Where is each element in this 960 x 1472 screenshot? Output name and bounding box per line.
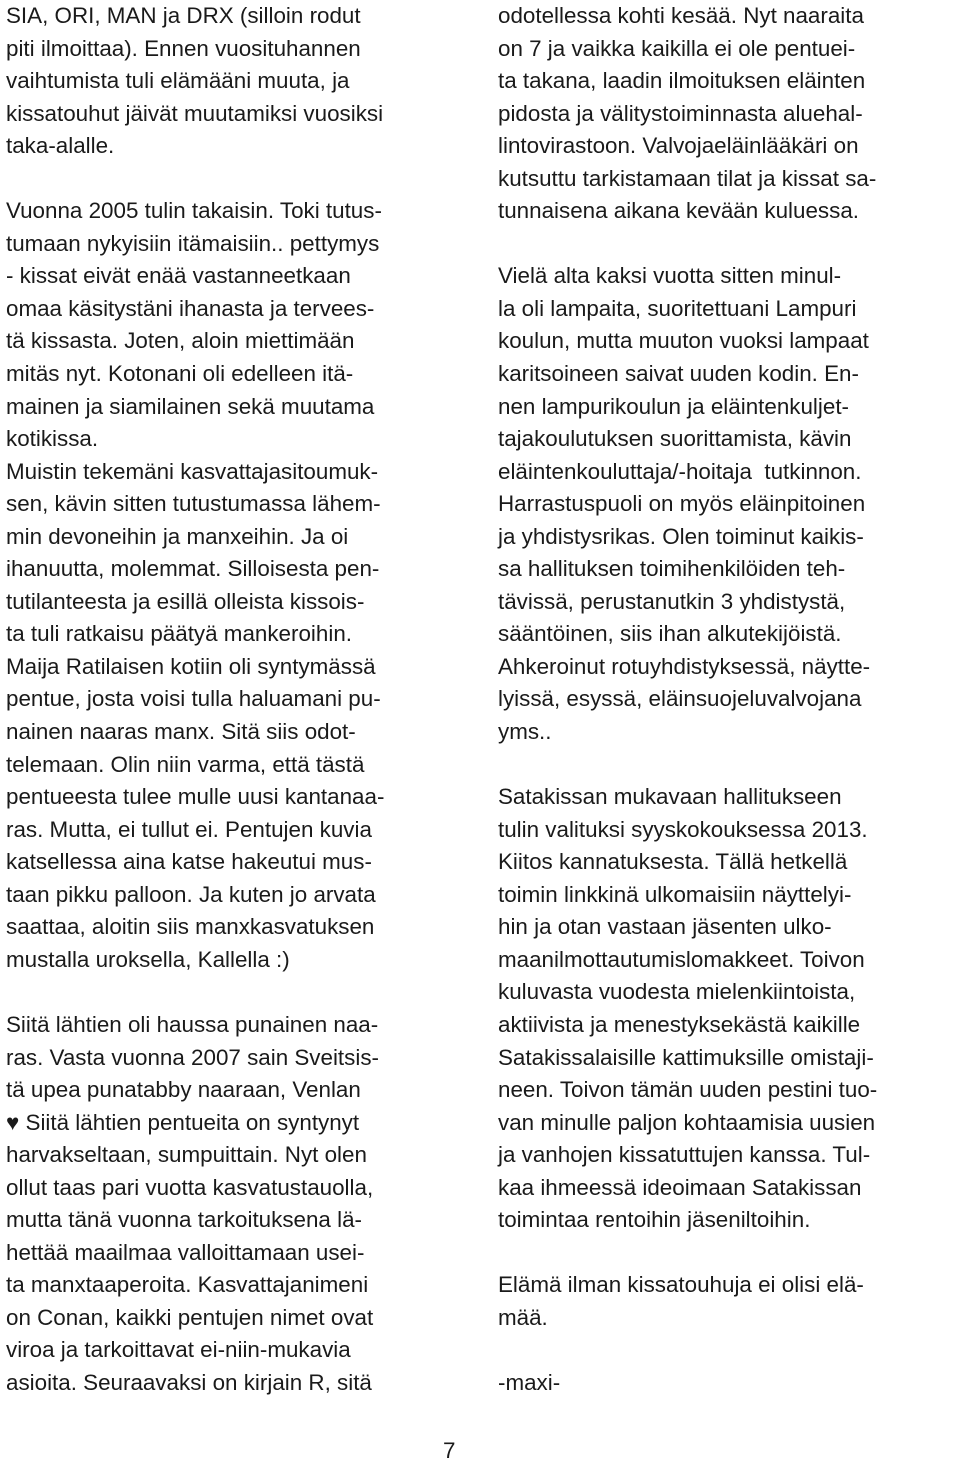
text-line: tutilanteesta ja esillä olleista kissois- [6,588,365,614]
text-line: ta manxtaaperoita. Kasvattajanimeni [6,1272,369,1298]
text-line: koulun, mutta muuton vuoksi lampaat [498,328,869,354]
text-line: nainen naaras manx. Sitä siis odot- [6,719,356,745]
text-line: harvakseltaan, sumpuittain. Nyt olen [6,1142,367,1168]
paragraph-gap [498,1334,958,1367]
text-line: piti ilmoittaa). Ennen vuosituhannen [6,35,361,61]
text-line: ta takana, laadin ilmoituksen eläinten [498,68,866,94]
text-line: kutsuttu tarkistamaan tilat ja kissat sa- [498,165,877,191]
text-line: Satakissalaisille kattimuksille omistaji- [498,1044,874,1070]
paragraph-gap [6,163,466,196]
text-line: ras. Vasta vuonna 2007 sain Sveitsis- [6,1044,379,1070]
paragraph-gap [6,976,466,1009]
text-line: mustalla uroksella, Kallella :) [6,946,290,972]
text-line: kissatouhut jäivät muutamiksi vuosiksi [6,100,384,126]
text-line: mää. [498,1304,548,1330]
text-line: pentueesta tulee mulle uusi kantanaa- [6,784,385,810]
text-line: min devoneihin ja manxeihin. Ja oi [6,523,349,549]
text-line: kotikissa. [6,426,99,452]
text-line: saattaa, aloitin siis manxkasvatuksen [6,914,375,940]
text-line: hettää maailmaa valloittamaan usei- [6,1239,365,1265]
page-number: 7 [443,1438,456,1463]
text-line: kuluvasta vuodesta mielenkiintoista, [498,979,856,1005]
text-line: pentue, josta voisi tulla haluamani pu- [6,686,381,712]
text-line: toimintaa rentoihin jäseniltoihin. [498,1207,811,1233]
text-line: ♥ Siitä lähtien pentueita on syntynyt [6,1109,360,1135]
text-line: pidosta ja välitystoiminnasta aluehal- [498,100,863,126]
text-line: Maija Ratilaisen kotiin oli syntymässä [6,653,376,679]
text-line: maanilmottautumislomakkeet. Toivon [498,946,865,972]
text-line: lyissä, esyssä, eläinsuojeluvalvojana [498,686,862,712]
text-line: hin ja otan vastaan jäsenten ulko- [498,914,832,940]
text-line: sen, kävin sitten tutustumassa lähem- [6,491,381,517]
text-line: - kissat eivät enää vastanneetkaan [6,263,351,289]
text-line: Elämä ilman kissatouhuja ei olisi elä- [498,1272,864,1298]
text-line: tä kissasta. Joten, aloin miettimään [6,328,355,354]
text-line: viroa ja tarkoittavat ei-niin-mukavia [6,1337,351,1363]
text-line: omaa käsitystäni ihanasta ja tervees- [6,295,375,321]
text-line: on 7 ja vaikka kaikilla ei ole pentuei- [498,35,856,61]
text-line: yms.. [498,719,552,745]
text-line: toimin linkkinä ulkomaisiin näyttelyi- [498,881,852,907]
text-line: -maxi- [498,1369,561,1395]
text-line: Satakissan mukavaan hallitukseen [498,784,842,810]
text-line: lintovirastoon. Valvojaeläinlääkäri on [498,133,859,159]
text-line: Vielä alta kaksi vuotta sitten minul- [498,263,842,289]
text-line: tä upea punatabby naaraan, Venlan [6,1077,361,1103]
text-line: taan pikku palloon. Ja kuten jo arvata [6,881,376,907]
text-line: tumaan nykyisiin itämaisiin.. pettymys [6,230,380,256]
text-line: ollut taas pari vuotta kasvatustauolla, [6,1174,374,1200]
text-line: mitäs nyt. Kotonani oli edelleen itä- [6,361,354,387]
text-line: vaihtumista tuli elämääni muuta, ja [6,68,350,94]
text-line: nen lampurikoulun ja eläintenkuljet- [498,393,850,419]
text-line: ihanuutta, molemmat. Silloisesta pen- [6,556,380,582]
text-line: kaa ihmeessä ideoimaan Satakissan [498,1174,862,1200]
text-line: Vuonna 2005 tulin takaisin. Toki tutus- [6,198,382,224]
text-line: sääntöinen, siis ihan alkutekijöistä. [498,621,842,647]
text-line: tävissä, perustanutkin 3 yhdistystä, [498,588,846,614]
text-line: Ahkeroinut rotuyhdistyksessä, näytte- [498,653,871,679]
text-line: on Conan, kaikki pentujen nimet ovat [6,1304,374,1330]
text-line: Muistin tekemäni kasvattajasitoumuk- [6,458,379,484]
text-line: tunnaisena aikana kevään kuluessa. [498,198,859,224]
text-line: mutta tänä vuonna tarkoituksena lä- [6,1207,362,1233]
text-line: odotellessa kohti kesää. Nyt naaraita [498,3,864,28]
right-text-column [498,0,958,1400]
text-line: neen. Toivon tämän uuden pestini tuo- [498,1077,878,1103]
text-line: ta tuli ratkaisu päätyä mankeroihin. [6,621,352,647]
text-line: taka-alalle. [6,133,115,159]
text-line: Siitä lähtien oli haussa punainen naa- [6,1011,379,1037]
text-line: tajakoulutuksen suorittamista, kävin [498,426,852,452]
text-line: Harrastuspuoli on myös eläinpitoinen [498,491,866,517]
paragraph-gap [498,1237,958,1270]
left-text-column [6,0,466,1400]
text-line: ja yhdistysrikas. Olen toiminut kaikis- [498,523,864,549]
text-line: ras. Mutta, ei tullut ei. Pentujen kuvia [6,816,372,842]
text-line: tulin valituksi syyskokouksessa 2013. [498,816,868,842]
paragraph-gap [498,749,958,782]
text-line: mainen ja siamilainen sekä muutama [6,393,375,419]
text-line: eläintenkouluttaja/-hoitaja tutkinnon. [498,458,862,484]
text-line: SIA, ORI, MAN ja DRX (silloin rodut [6,3,361,28]
text-line: sa hallituksen toimihenkilöiden teh- [498,556,846,582]
text-line: karitsoineen saivat uuden kodin. En- [498,361,859,387]
text-line: la oli lampaita, suoritettuani Lampuri [498,295,857,321]
paragraph-gap [498,228,958,261]
text-line: katsellessa aina katse hakeutui mus- [6,849,372,875]
text-line: van minulle paljon kohtaamisia uusien [498,1109,876,1135]
text-line: aktiivista ja menestyksekästä kaikille [498,1011,861,1037]
text-line: ja vanhojen kissatuttujen kanssa. Tul- [498,1142,871,1168]
text-line: telemaan. Olin niin varma, että tästä [6,751,365,777]
text-line: asioita. Seuraavaksi on kirjain R, sitä [6,1369,372,1395]
text-line: Kiitos kannatuksesta. Tällä hetkellä [498,849,848,875]
